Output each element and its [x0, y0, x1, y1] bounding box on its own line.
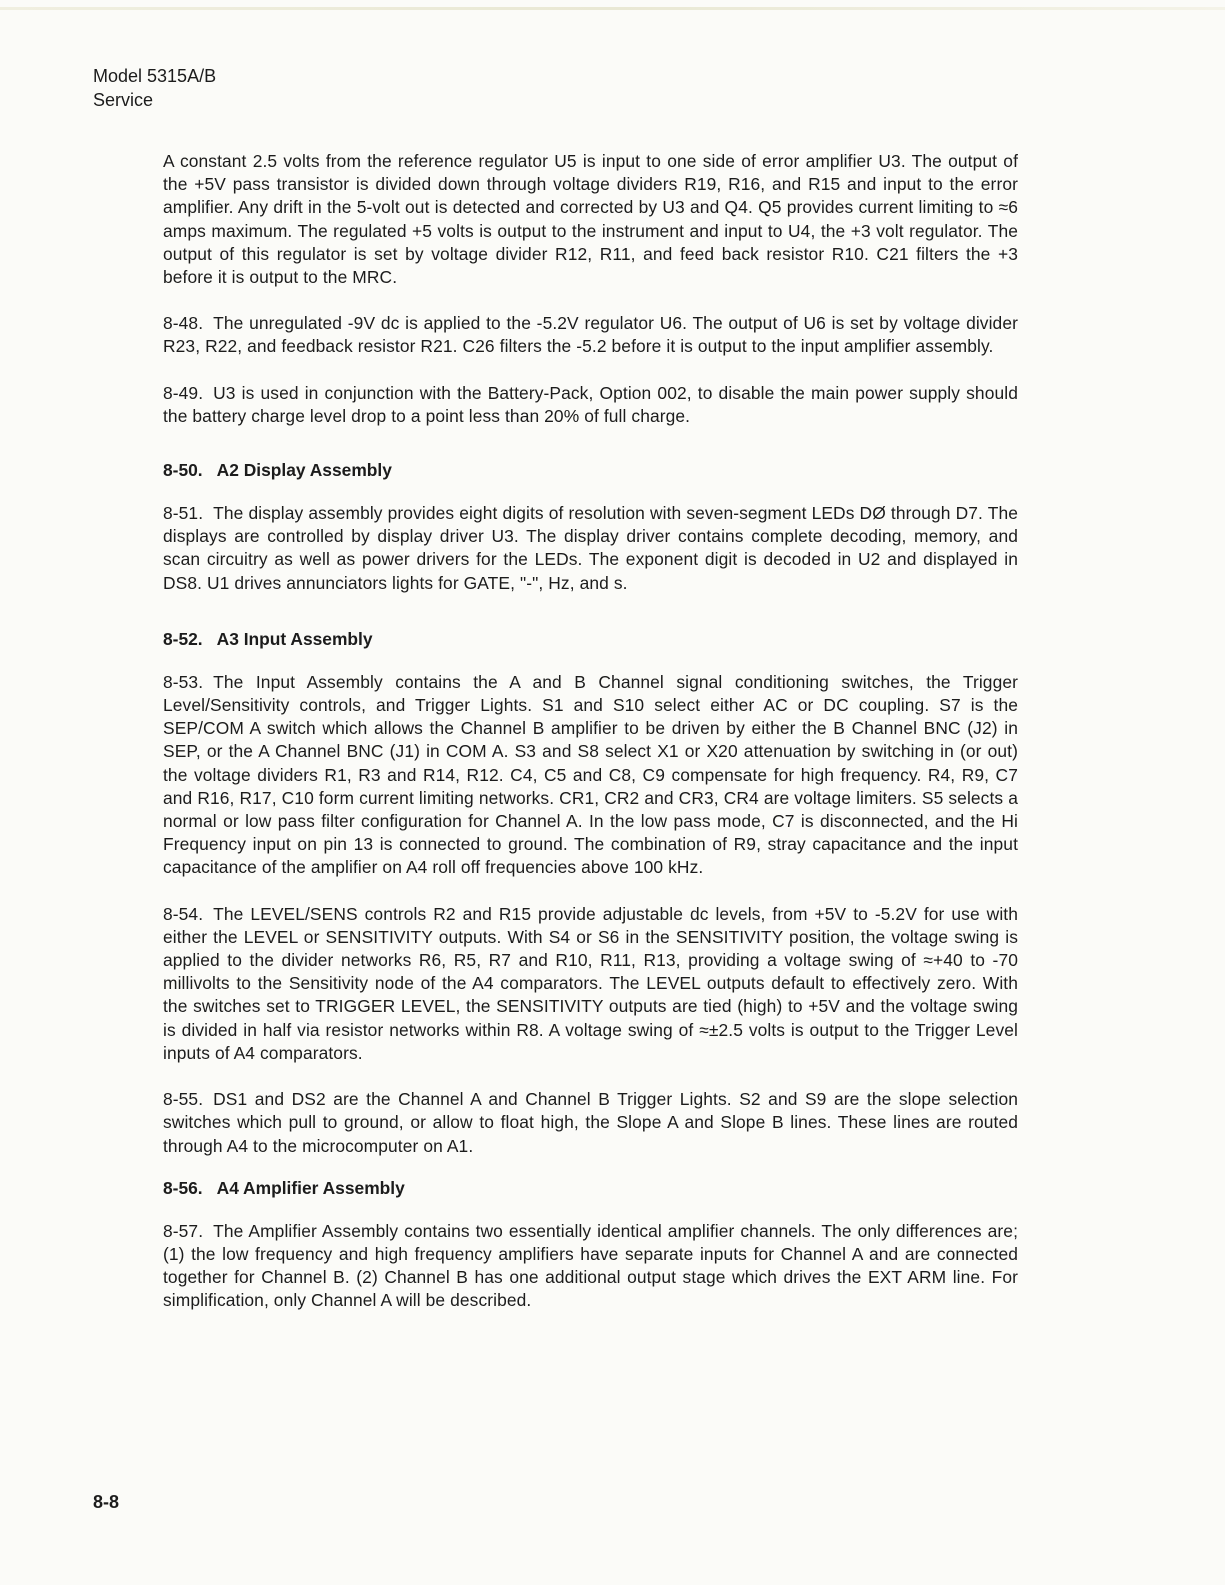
- paragraph-text: DS1 and DS2 are the Channel A and Channel B Trigger Lights. S2 and S9 are the slope selection switches which pull to ground, or allow to float high, the Slope A and Slope B lines. These lines are routed through A4 to the microcomputer on A1.: [163, 1089, 1018, 1156]
- paragraph-text: The Input Assembly contains the A and B Channel signal conditioning switches, the Trigger Level/Sensitivity controls, and Trigger Lights. S1 and S10 select either AC or DC coupling. S7 is the SEP/COM A switch which allows the Channel B amplifier to be driven by either the B Channel BNC (J2) in SEP, or the A Channel BNC (J1) in COM A. S3 and S8 select X1 or X20 attenuation by switching in (or out) the voltage dividers R1, R3 and R14, R12. C4, C5 and C8, C9 compensate for high frequency. R4, R9, C7 and R16, R17, C10 form current limiting networks. CR1, CR2 and CR3, CR4 are voltage limiters. S5 selects a normal or low pass filter configuration for Channel A. In the low pass mode, C7 is disconnected, and the Hi Frequency input on pin 13 is connected to ground. The combination of R9, stray capacitance and the input capacitance of the amplifier on A4 roll off frequencies above 100 kHz.: [163, 671, 1018, 878]
- paragraph-intro: [163, 150, 1018, 289]
- paragraph-number: 8-53.: [163, 671, 204, 692]
- paragraph-text: A constant 2.5 volts from the reference regulator U5 is input to one side of error amplifier U3. The output of the +5V pass transistor is divided down through voltage dividers R19, R16, and R15 and input to the error amplifier. Any drift in the 5-volt out is detected and corrected by U3 and Q4. Q5 provides current limiting to ≈6 amps maximum. The regulated +5 volts is output to the instrument and input to U4, the +3 volt regulator. The output of this regulator is set by voltage divider R12, R11, and feed back resistor R10. C21 filters the +3 before it is output to the MRC.: [163, 151, 1018, 288]
- paragraph-text: The Amplifier Assembly contains two essentially identical amplifier channels. The only differences are; (1) the low frequency and high frequency amplifiers have separate inputs for Channel A and are connected together for Channel B. (2) Channel B has one additional output stage which drives the EXT ARM line. For simplification, only Channel A will be described.: [163, 1220, 1018, 1311]
- paragraph-text: The LEVEL/SENS controls R2 and R15 provide adjustable dc levels, from +5V to -5.2V for use with either the LEVEL or SENSITIVITY outputs. With S4 or S6 in the SENSITIVITY position, the voltage swing is applied to the divider networks R6, R5, R7 and R10, R11, R13, providing a voltage swing of ≈+40 to -70 millivolts to the Sensitivity node of the A4 comparators. The LEVEL outputs default to effectively zero. With the switches set to TRIGGER LEVEL, the SENSITIVITY outputs are tied (high) to +5V and the voltage swing is divided in half via resistor networks within R8. A voltage swing of ≈±2.5 volts is output to the Trigger Level inputs of A4 comparators.: [163, 903, 1018, 1063]
- paragraph-text: U3 is used in conjunction with the Battery-Pack, Option 002, to disable the main power supply should the battery charge level drop to a point less than 20% of full charge.: [163, 382, 1018, 426]
- paragraph-8-55: [163, 1088, 1018, 1158]
- paragraph-number: 8-48.: [163, 313, 204, 334]
- section-label: Service: [93, 90, 154, 110]
- heading-number: 8-56.: [163, 1177, 203, 1198]
- paragraph-text: The unregulated -9V dc is applied to the -5.2V regulator U6. The output of U6 is set by voltage divider R23, R22, and feedback resistor R21. C26 filters the -5.2 before it is output to the input amplifier assembly.: [163, 313, 1018, 357]
- paragraph-8-49: [163, 382, 1018, 428]
- paragraph-number: 8-49.: [163, 382, 204, 403]
- document-body: [163, 150, 1018, 1336]
- paragraph-number: 8-51.: [163, 503, 204, 524]
- heading-number: 8-52.: [163, 628, 203, 649]
- paragraph-8-54: [163, 903, 1018, 1065]
- model-label: Model 5315A/B: [93, 66, 217, 86]
- paragraph-number: 8-54.: [163, 903, 204, 924]
- section-heading-8-52: [163, 627, 1018, 651]
- paragraph-text: The display assembly provides eight digits of resolution with seven-segment LEDs DØ through D7. The displays are controlled by display driver U3. The display driver contains complete decoding, memory, and scan circuitry as well as power drivers for the LEDs. The exponent digit is decoded in U2 and displayed in DS8. U1 drives annunciators lights for GATE, "-", Hz, and s.: [163, 503, 1018, 593]
- section-heading-8-56: [163, 1176, 1018, 1200]
- paragraph-8-51: [163, 502, 1018, 595]
- paragraph-number: 8-55.: [163, 1089, 204, 1110]
- heading-number: 8-50.: [163, 460, 203, 481]
- paragraph-8-57: [163, 1220, 1018, 1313]
- heading-title: A3 Input Assembly: [216, 628, 373, 649]
- paragraph-8-48: [163, 312, 1018, 358]
- scan-edge-rule: [0, 7, 1225, 10]
- paragraph-8-53: [163, 671, 1018, 880]
- heading-title: A4 Amplifier Assembly: [216, 1177, 405, 1198]
- heading-title: A2 Display Assembly: [216, 460, 392, 481]
- section-heading-8-50: [163, 458, 1018, 482]
- page-number: 8-8: [93, 1492, 120, 1512]
- page-header: [93, 64, 216, 112]
- paragraph-number: 8-57.: [163, 1220, 204, 1241]
